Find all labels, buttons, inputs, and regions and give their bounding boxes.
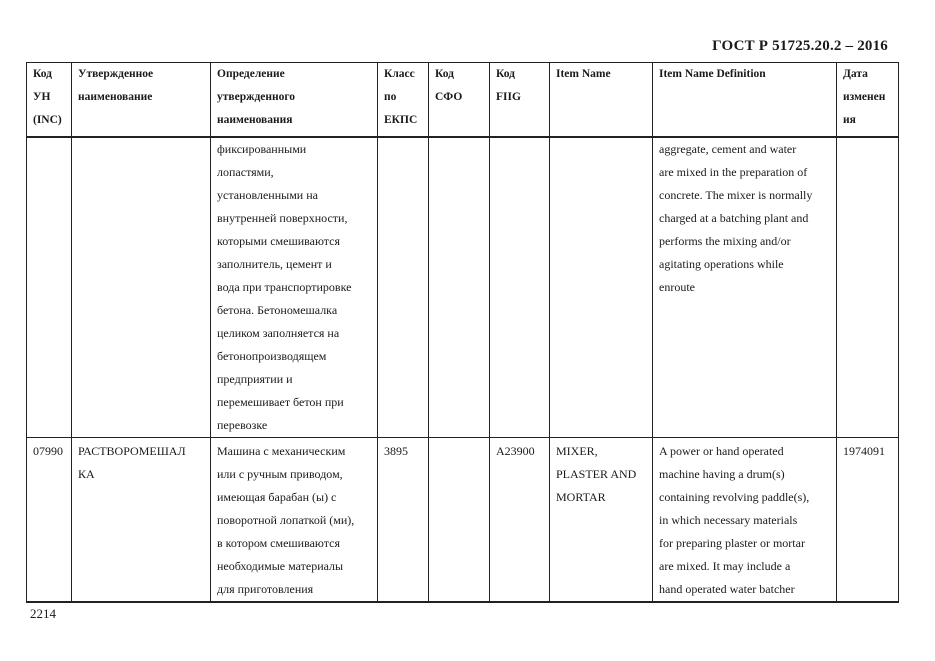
cell-date-changed: 1974091 (837, 437, 899, 602)
cell-code-un (27, 137, 72, 438)
page-number: 2214 (30, 606, 56, 621)
header-definition-ru: Определение утвержденного наименования (211, 63, 378, 137)
header-class-ekps: Класс по ЕКПС (378, 63, 429, 137)
header-item-name-definition: Item Name Definition (653, 63, 837, 137)
cell-approved-name: РАСТВОРОМЕШАЛ КА (72, 437, 211, 602)
table-row-continued (27, 137, 899, 438)
header-approved-name: Утвержденное наименование (72, 63, 211, 137)
cell-approved-name (72, 137, 211, 438)
header-code-un: Код УН (INC) (27, 63, 72, 137)
document-standard-header: ГОСТ Р 51725.20.2 – 2016 (712, 38, 888, 54)
cell-code-sfo (429, 137, 490, 438)
cell-code-un: 07990 (27, 437, 72, 602)
catalog-table (26, 62, 899, 603)
header-date-changed: Дата изменен ия (837, 63, 899, 137)
cell-item-name: MIXER, PLASTER AND MORTAR (550, 437, 653, 602)
header-code-sfo: Код СФО (429, 63, 490, 137)
cell-code-fiig (490, 137, 550, 438)
header-code-fiig: Код FIIG (490, 63, 550, 137)
table-row (27, 437, 899, 602)
cell-class-ekps (378, 137, 429, 438)
cell-item-name (550, 137, 653, 438)
cell-item-name-definition: aggregate, cement and water are mixed in the preparation of concrete. The mixer is normally charged at a batching plant and performs the mixing and/or agitating operations while enroute (653, 137, 837, 438)
header-item-name: Item Name (550, 63, 653, 137)
cell-definition-ru: Машина с механическим или с ручным приводом, имеющая барабан (ы) с поворотной лопаткой (ми), в котором смешиваются необходимые материалы для приготовления (211, 437, 378, 602)
cell-code-fiig: A23900 (490, 437, 550, 602)
cell-item-name-definition: A power or hand operated machine having a drum(s) containing revolving paddle(s), in which necessary materials for preparing plaster or mortar are mixed. It may include a hand operated water batcher (653, 437, 837, 602)
cell-definition-ru: фиксированными лопастями, установленными на внутренней поверхности, которыми смешиваются заполнитель, цемент и вода при транспортировке бетона. Бетономешалка целиком заполняется на бетонопроизводящем предприятии и перемешивает бетон при перевозке (211, 137, 378, 438)
cell-class-ekps: 3895 (378, 437, 429, 602)
cell-date-changed (837, 137, 899, 438)
header-row (27, 63, 899, 137)
cell-code-sfo (429, 437, 490, 602)
